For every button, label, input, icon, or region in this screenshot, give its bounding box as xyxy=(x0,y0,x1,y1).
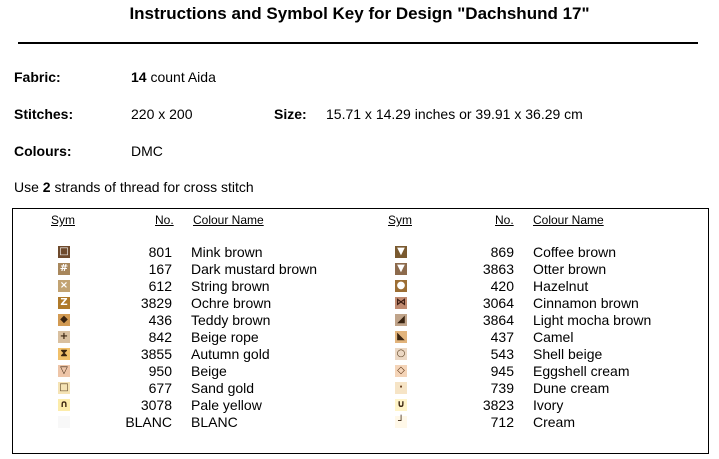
dmc-number: BLANC xyxy=(125,414,172,430)
dmc-number: 869 xyxy=(490,244,514,260)
dmc-number: 950 xyxy=(148,363,172,379)
colour-name: Dark mustard brown xyxy=(191,261,318,277)
circle-icon: ● xyxy=(396,280,406,291)
triangle-down-icon: ▼ xyxy=(395,263,407,275)
strand-count: 2 xyxy=(42,179,51,195)
diamond-icon: ◆ xyxy=(58,314,70,326)
colour-name: Sand gold xyxy=(191,380,255,396)
colour-name: Beige xyxy=(191,363,227,379)
dmc-number: 420 xyxy=(490,278,514,294)
colour-name: Coffee brown xyxy=(533,244,617,260)
dot-icon: · xyxy=(395,382,407,394)
colour-name: Otter brown xyxy=(533,261,607,277)
colour-name: Ochre brown xyxy=(191,295,272,311)
colour-name: Pale yellow xyxy=(191,397,262,413)
colour-name: Cream xyxy=(533,414,576,430)
header-name-right: Colour Name xyxy=(533,213,604,227)
dmc-number: 3864 xyxy=(482,312,514,328)
header-name-left: Colour Name xyxy=(193,213,264,227)
arch-icon: ∩ xyxy=(59,399,69,410)
triangle-down-icon: ▽ xyxy=(58,365,70,377)
stitches-value: 220 x 200 xyxy=(131,106,193,122)
dmc-number: 3064 xyxy=(482,295,514,311)
dmc-number: 842 xyxy=(148,329,172,345)
colour-name: String brown xyxy=(191,278,270,294)
header-sym-left: Sym xyxy=(51,213,75,227)
triangle-down-icon: ▼ xyxy=(395,246,407,258)
dmc-number: 945 xyxy=(490,363,514,379)
dmc-number: 3829 xyxy=(140,295,172,311)
corner-triangle-icon: ◢ xyxy=(395,314,407,326)
page-title: Instructions and Symbol Key for Design "Dachshund 17" xyxy=(129,4,590,23)
colour-name: Light mocha brown xyxy=(533,312,652,328)
colour-name: Teddy brown xyxy=(191,312,271,328)
stitches-label: Stitches: xyxy=(14,106,74,122)
dmc-number: 167 xyxy=(148,261,172,277)
dmc-number: 3823 xyxy=(482,397,514,413)
instruction-post: strands of thread for cross stitch xyxy=(50,179,254,195)
dmc-number: 677 xyxy=(148,380,172,396)
size-value: 15.71 x 14.29 inches or 39.91 x 36.29 cm xyxy=(326,106,583,122)
fabric-type: count Aida xyxy=(146,69,216,85)
hollow-square-icon: □ xyxy=(59,382,69,393)
size-label: Size: xyxy=(274,106,307,122)
hollow-diamond-icon: ◇ xyxy=(395,365,407,377)
corner-bracket-icon: ┘ xyxy=(395,416,407,428)
dmc-number: 612 xyxy=(148,278,172,294)
hourglass-icon: ⧗ xyxy=(58,348,70,360)
hollow-square-icon: □ xyxy=(59,246,69,257)
dmc-number: 436 xyxy=(148,312,172,328)
hollow-circle-icon: ○ xyxy=(396,348,406,359)
plus-icon: + xyxy=(59,331,69,342)
dmc-number: 437 xyxy=(490,329,514,345)
colour-name: Cinnamon brown xyxy=(533,295,639,311)
colour-name: Shell beige xyxy=(533,346,603,362)
instruction-pre: Use xyxy=(14,179,43,195)
header-no-left: No. xyxy=(155,213,174,227)
symbol-key-table xyxy=(12,208,709,454)
dmc-number: 739 xyxy=(490,380,514,396)
dmc-number: 712 xyxy=(490,414,514,430)
colour-name: Eggshell cream xyxy=(533,363,630,379)
fabric-label: Fabric: xyxy=(14,69,61,85)
cup-icon: ∪ xyxy=(396,399,406,410)
blank-icon xyxy=(58,416,70,428)
thread-instruction xyxy=(14,179,254,195)
dmc-number: 3078 xyxy=(140,397,172,413)
header-sym-right: Sym xyxy=(388,213,412,227)
colour-name: Dune cream xyxy=(533,380,610,396)
colours-value: DMC xyxy=(131,143,163,159)
cross-icon: × xyxy=(59,280,69,291)
dmc-number: 543 xyxy=(490,346,514,362)
hash-icon: # xyxy=(59,263,69,274)
colour-name: Ivory xyxy=(533,397,564,413)
colour-name: Beige rope xyxy=(191,329,259,345)
title-rule xyxy=(18,42,698,44)
z-icon: Z xyxy=(58,297,70,309)
colour-name: Hazelnut xyxy=(533,278,589,294)
bowtie-icon: ⋈ xyxy=(396,297,406,308)
fabric-value xyxy=(131,69,216,85)
colour-name: Autumn gold xyxy=(191,346,270,362)
dmc-number: 3863 xyxy=(482,261,514,277)
dmc-number: 3855 xyxy=(140,346,172,362)
colour-name: BLANC xyxy=(191,414,238,430)
colour-name: Mink brown xyxy=(191,244,263,260)
corner-triangle-icon: ◣ xyxy=(395,331,407,343)
fabric-count: 14 xyxy=(131,69,147,85)
colours-label: Colours: xyxy=(14,143,72,159)
header-no-right: No. xyxy=(495,213,514,227)
colour-name: Camel xyxy=(533,329,574,345)
dmc-number: 801 xyxy=(148,244,172,260)
